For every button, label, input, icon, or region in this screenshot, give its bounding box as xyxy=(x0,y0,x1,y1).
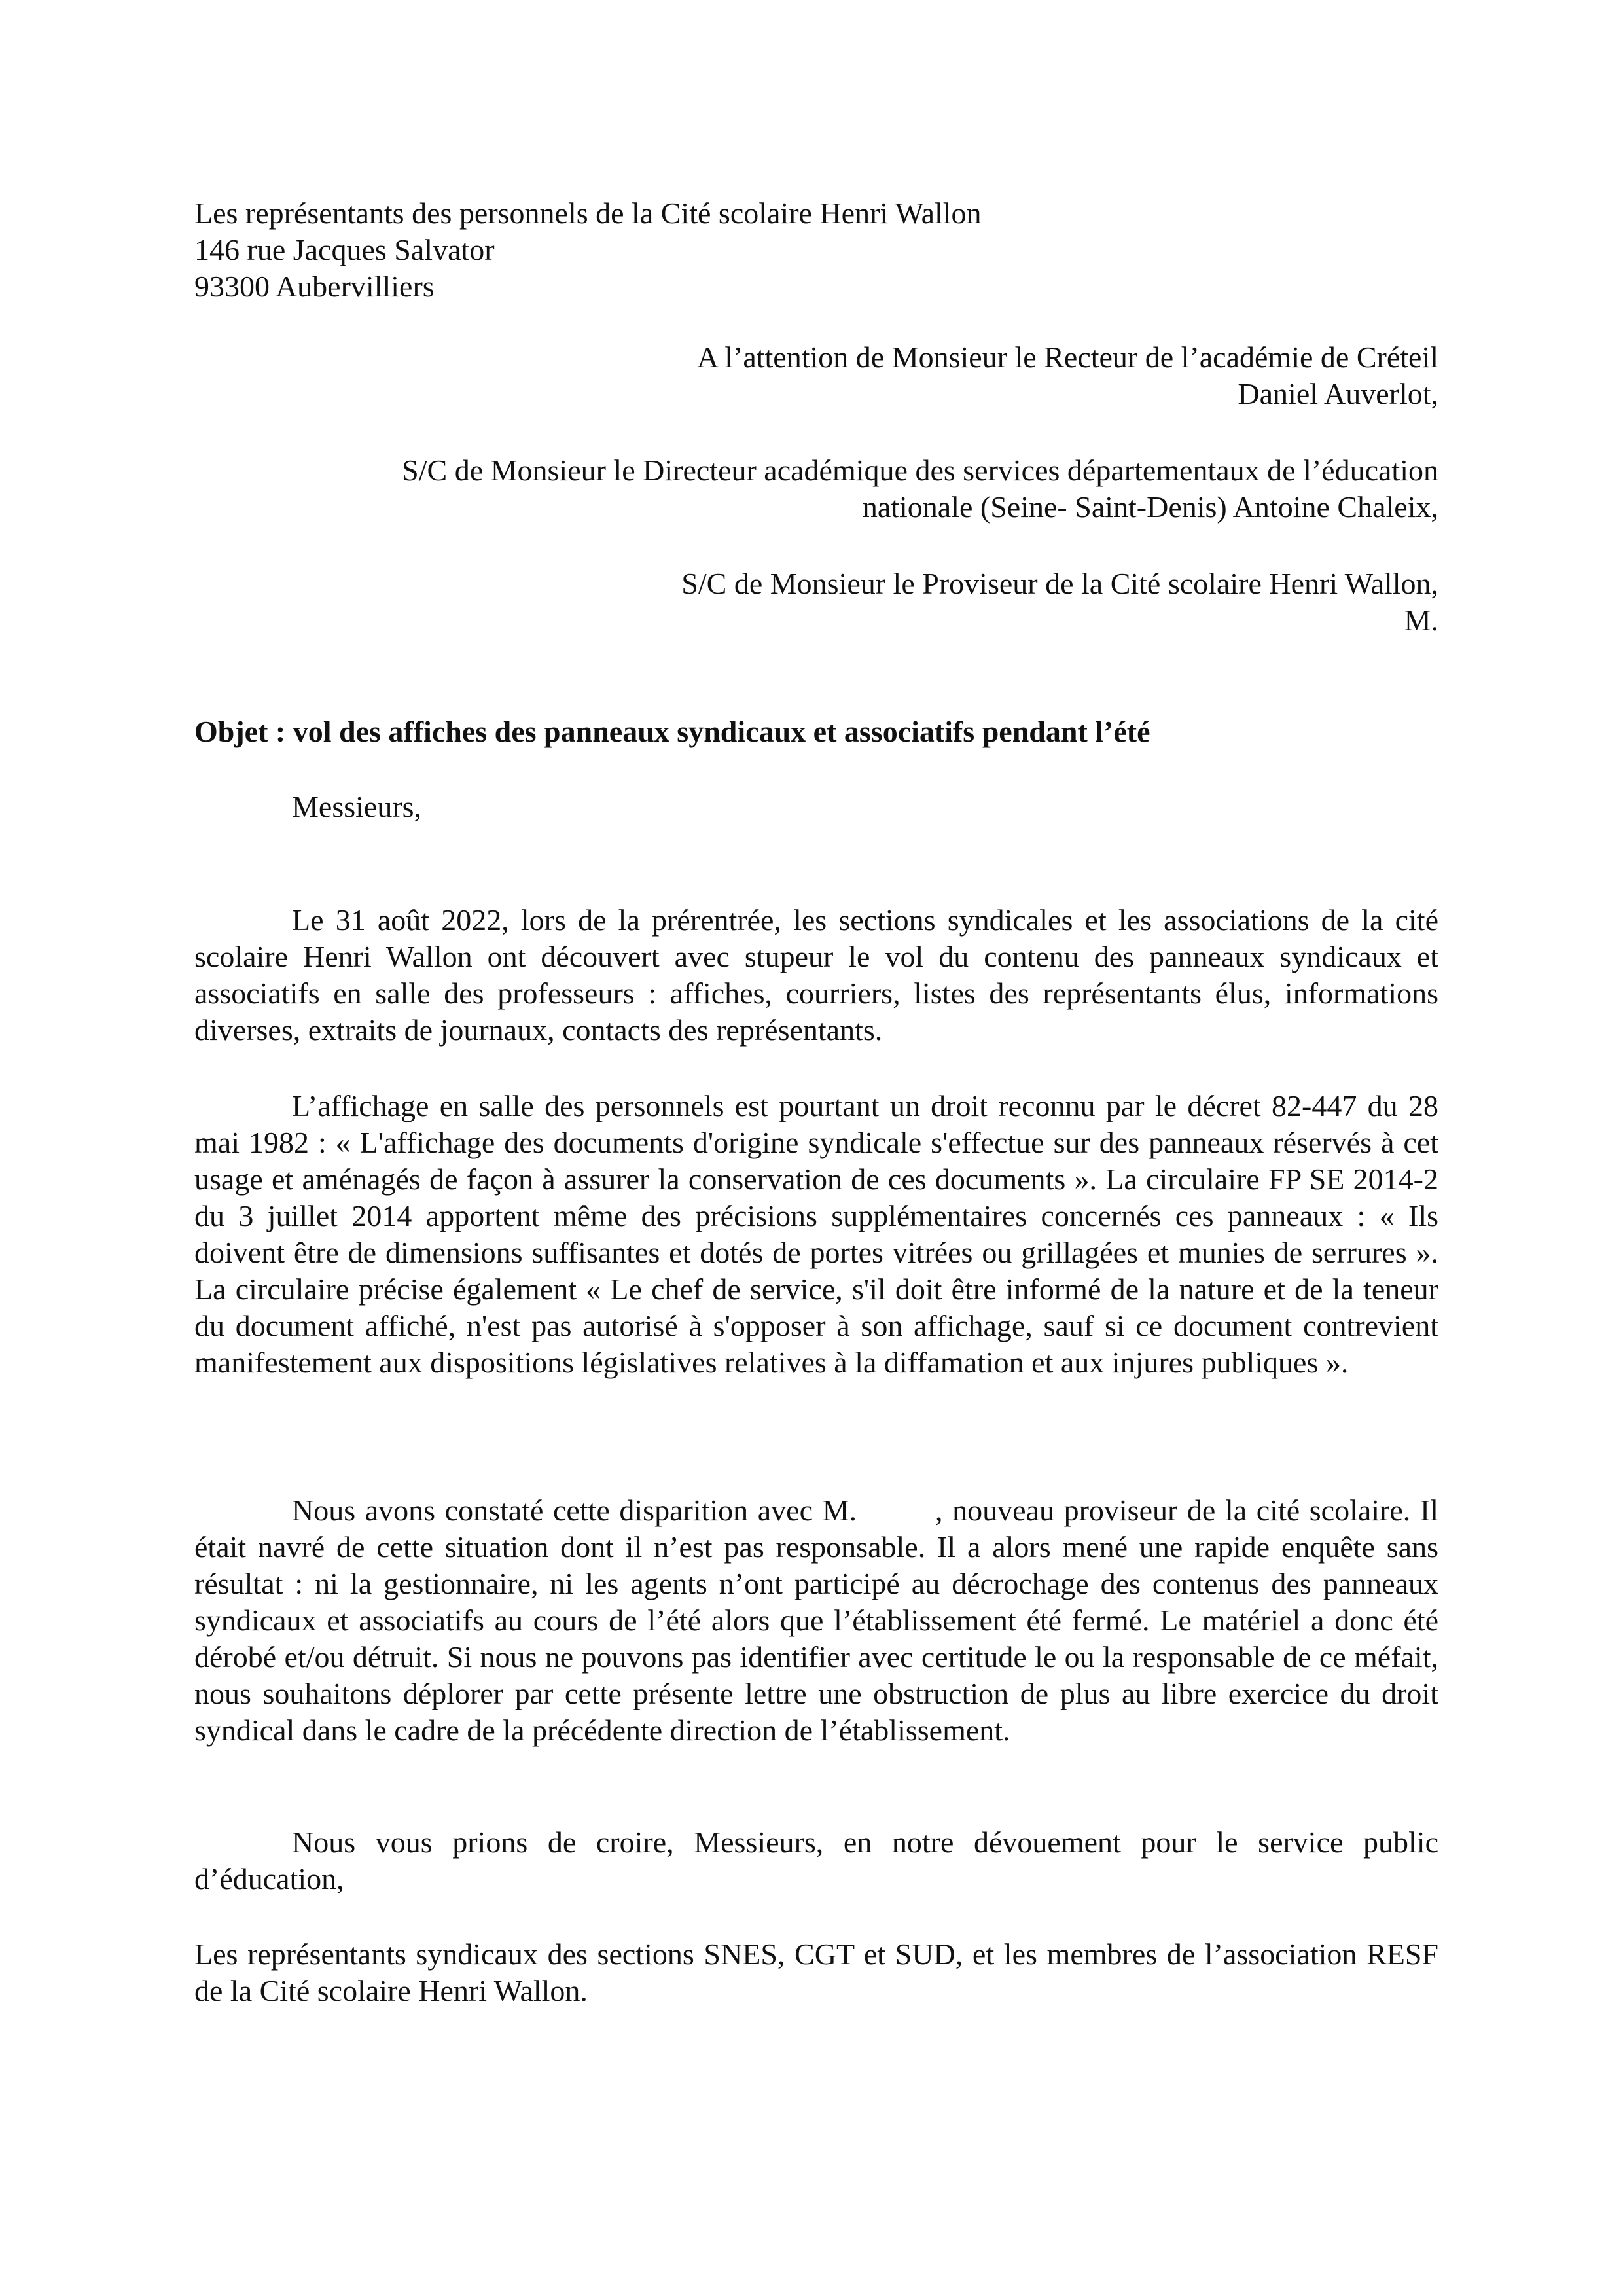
recipient-director-line2: nationale (Seine- Saint-Denis) Antoine Chaleix, xyxy=(862,490,1438,524)
recipient-rector-line1: A l’attention de Monsieur le Recteur de l’académie de Créteil xyxy=(697,340,1438,374)
paragraph-4-closing: Nous vous prions de croire, Messieurs, en notre dévouement pour le service public d’éducation, xyxy=(194,1825,1438,1895)
paragraph-3-end: , nouveau proviseur de la cité scolaire. Il était navré de cette situation dont il n’est pas responsable. Il a alors mené une rapide enquête sans résultat : ni la gestionnaire, ni les agents n’ont participé au décrochage des contenus des panneaux syndicaux et associatifs au cours de l’été alors que l’établissement été fermé. Le matériel a donc été dérobé et/ou détruit. Si nous ne pouvons pas identifier avec certitude le ou la responsable de ce méfait, nous souhaitons déplorer par cette présente lettre une obstruction de plus au libre exercice du droit syndical dans le cadre de la précédente direction de l’établissement. xyxy=(194,1494,1438,1747)
letter-subject: Objet : vol des affiches des panneaux syndicaux et associatifs pendant l’été xyxy=(194,715,1150,748)
sender-address-block xyxy=(194,195,982,305)
paragraph-3 xyxy=(194,1492,1438,1749)
recipient-director-line1: S/C de Monsieur le Directeur académique des services départementaux de l’éducation xyxy=(402,454,1438,487)
recipient-rector xyxy=(697,339,1438,412)
sender-street: 146 rue Jacques Salvator xyxy=(194,233,495,266)
recipient-principal xyxy=(681,565,1438,639)
signature-block: Les représentants syndicaux des sections SNES, CGT et SUD, et les membres de l’association RESF de la Cité scolaire Henri Wallon. xyxy=(194,1937,1438,2007)
paragraph-3-start: Nous avons constaté cette disparition avec M. xyxy=(292,1494,857,1527)
recipient-director xyxy=(402,452,1438,526)
sender-city: 93300 Aubervilliers xyxy=(194,270,435,303)
recipient-principal-line2: M. xyxy=(1404,603,1438,637)
sender-name: Les représentants des personnels de la Cité scolaire Henri Wallon xyxy=(194,196,982,230)
recipient-principal-line1: S/C de Monsieur le Proviseur de la Cité scolaire Henri Wallon, xyxy=(681,567,1438,600)
paragraph-1: Le 31 août 2022, lors de la prérentrée, les sections syndicales et les associations de la cité scolaire Henri Wallon ont découvert avec stupeur le vol du contenu des panneaux syndicaux et associatifs en salle des professeurs : affiches, courriers, listes des représentants élus, informations diverses, extraits de journaux, contacts des représentants. xyxy=(194,903,1438,1047)
recipient-rector-line2: Daniel Auverlot, xyxy=(1238,377,1438,410)
paragraph-2: L’affichage en salle des personnels est pourtant un droit reconnu par le décret 82-447 du 28 mai 1982 : « L'affichage des documents d'origine syndicale s'effectue sur des panneaux réservés à cet usage et aménagés de façon à assurer la conservation de ces documents ». La circulaire FP SE 2014-2 du 3 juillet 2014 apportent même des précisions supplémentaires concernés ces panneaux : « Ils doivent être de dimensions suffisantes et dotés de portes vitrées ou grillagées et munies de serrures ». La circulaire précise également « Le chef de service, s'il doit être informé de la nature et de la teneur du document affiché, n'est pas autorisé à s'opposer à son affichage, sauf si ce document contrevient manifestement aux dispositions législatives relatives à la diffamation et aux injures publiques ». xyxy=(194,1089,1438,1379)
salutation: Messieurs, xyxy=(292,790,422,823)
